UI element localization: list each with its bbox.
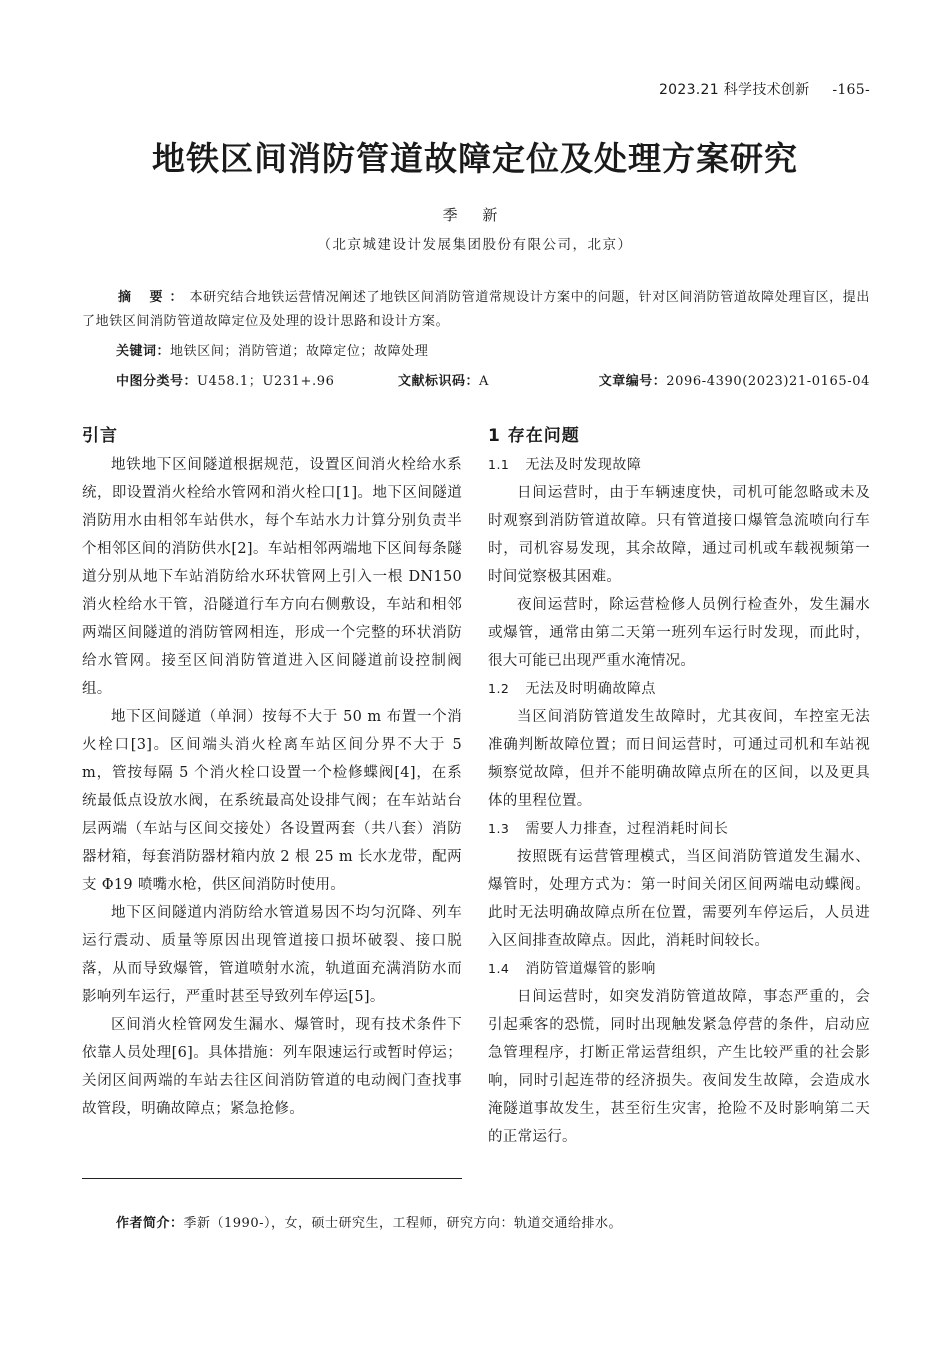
subsection-number: 1.3 [488, 821, 510, 836]
abstract-label: 摘 要： [118, 290, 190, 305]
subsection-title: 需要人力排查，过程消耗时间长 [525, 821, 729, 837]
section-heading-intro: 引言 [82, 426, 118, 446]
left-column [82, 451, 462, 1123]
footnote-text: 季新（1990-），女，硕士研究生，工程师，研究方向：轨道交通给排水。 [183, 1216, 622, 1231]
subsection-number: 1.1 [488, 457, 510, 472]
footnote-divider [82, 1178, 462, 1179]
keywords [116, 340, 428, 359]
body-paragraph: 按照既有运营管理模式，当区间消防管道发生漏水、爆管时，处理方式为：第一时间关闭区间两端电动蝶阀。此时无法明确故障点所在位置，需要列车停运后，人员进入区间排查故障点。因此，消耗时间较长。 [488, 849, 870, 949]
article-number [599, 370, 870, 389]
subsection-title: 无法及时明确故障点 [525, 681, 656, 697]
body-paragraph: 当区间消防管道发生故障时，尤其夜间，车控室无法准确判断故障位置；而日间运营时，可通过司机和车站视频察觉故障，但并不能明确故障点所在的区间，以及更具体的里程位置。 [488, 709, 870, 809]
right-column [488, 451, 870, 1151]
body-paragraph: 区间消火栓管网发生漏水、爆管时，现有技术条件下依靠人员处理[6]。具体措施：列车限速运行或暂时停运；关闭区间两端的车站去往区间消防管道的电动阀门查找事故管段，明确故障点；紧急抢修。 [82, 1017, 462, 1117]
document-code [398, 370, 489, 389]
footnote-label: 作者简介： [116, 1216, 184, 1231]
doc-code-label: 文献标识码： [398, 374, 480, 389]
abstract [82, 286, 870, 334]
journal-name: 科学技术创新 [723, 82, 810, 98]
clc-value: U458.1；U231+.96 [197, 374, 335, 389]
article-number-label: 文章编号： [598, 374, 667, 389]
paper-title: 地铁区间消防管道故障定位及处理方案研究 [152, 139, 798, 178]
abstract-text: 本研究结合地铁运营情况阐述了地铁区间消防管道常规设计方案中的问题，针对区间消防管道故障处理盲区，提出了地铁区间消防管道故障定位及处理的设计思路和设计方案。 [82, 290, 870, 329]
doc-code-value: A [479, 374, 490, 389]
body-paragraph: 日间运营时，由于车辆速度快，司机可能忽略或未及时观察到消防管道故障。只有管道接口爆管急流喷向行车时，司机容易发现，其余故障，通过司机或车载视频第一时间觉察极其困难。 [488, 485, 870, 585]
keywords-label: 关键词： [116, 344, 171, 359]
running-header [659, 79, 870, 99]
subsection-number: 1.2 [488, 681, 510, 696]
author-affiliation: （北京城建设计发展集团股份有限公司，北京） [317, 237, 633, 253]
body-paragraph: 夜间运营时，除运营检修人员例行检查外，发生漏水或爆管，通常由第二天第一班列车运行时发现，而此时，很大可能已出现严重水淹情况。 [488, 597, 870, 669]
body-paragraph: 地下区间隧道内消防给水管道易因不均匀沉降、列车运行震动、质量等原因出现管道接口损坏破裂、接口脱落，从而导致爆管，管道喷射水流，轨道面充满消防水而影响列车运行，严重时甚至导致列车停运[5]。 [82, 905, 462, 1005]
keywords-text: 地铁区间；消防管道；故障定位；故障处理 [170, 344, 429, 359]
subsection-heading [488, 815, 870, 843]
subsection-heading [488, 955, 870, 983]
subsection-title: 无法及时发现故障 [525, 457, 642, 473]
article-number-value: 2096-4390(2023)21-0165-04 [666, 374, 870, 389]
author-name: 季 新 [442, 206, 508, 224]
section-heading-problems: 1 存在问题 [488, 426, 580, 446]
issue-year: 2023.21 [658, 82, 719, 98]
subsection-heading [488, 451, 870, 479]
clc-number [116, 370, 335, 389]
page-number: -165- [832, 82, 870, 98]
author-footnote [116, 1212, 622, 1231]
clc-label: 中图分类号： [116, 374, 198, 389]
subsection-number: 1.4 [488, 961, 510, 976]
subsection-heading [488, 675, 870, 703]
body-paragraph: 地铁地下区间隧道根据规范，设置区间消火栓给水系统，即设置消火栓给水管网和消火栓口[1]。地下区间隧道消防用水由相邻车站供水，每个车站水力计算分别负责半个相邻区间的消防供水[2]。车站相邻两端地下区间每条隧道分别从地下车站消防给水环状管网上引入一根 DN150 消火栓给水干管，沿隧道行车方向右侧敷设，车站和相邻两端区间隧道的消防管网相连，形成一个完整的环状消防给水管网。接至区间消防管道进入区间隧道前设控制阀组。 [82, 457, 462, 697]
subsection-title: 消防管道爆管的影响 [525, 961, 656, 977]
body-paragraph: 日间运营时，如突发消防管道故障，事态严重的，会引起乘客的恐慌，同时出现触发紧急停营的条件，启动应急管理程序，打断正常运营组织，产生比较严重的社会影响，同时引起连带的经济损失。夜间发生故障，会造成水淹隧道事故发生，甚至衍生灾害，抢险不及时影响第二天的正常运行。 [488, 989, 870, 1145]
body-paragraph: 地下区间隧道（单洞）按每不大于 50 m 布置一个消火栓口[3]。区间端头消火栓离车站区间分界不大于 5 m，管按每隔 5 个消火栓口设置一个检修蝶阀[4]，在系统最低点设放水阀，在系统最高处设排气阀；在车站站台层两端（车站与区间交接处）各设置两套（共八套）消防器材箱，每套消防器材箱内放 2 根 25 m 长水龙带，配两支 Φ19 喷嘴水枪，供区间消防时使用。 [82, 709, 462, 893]
